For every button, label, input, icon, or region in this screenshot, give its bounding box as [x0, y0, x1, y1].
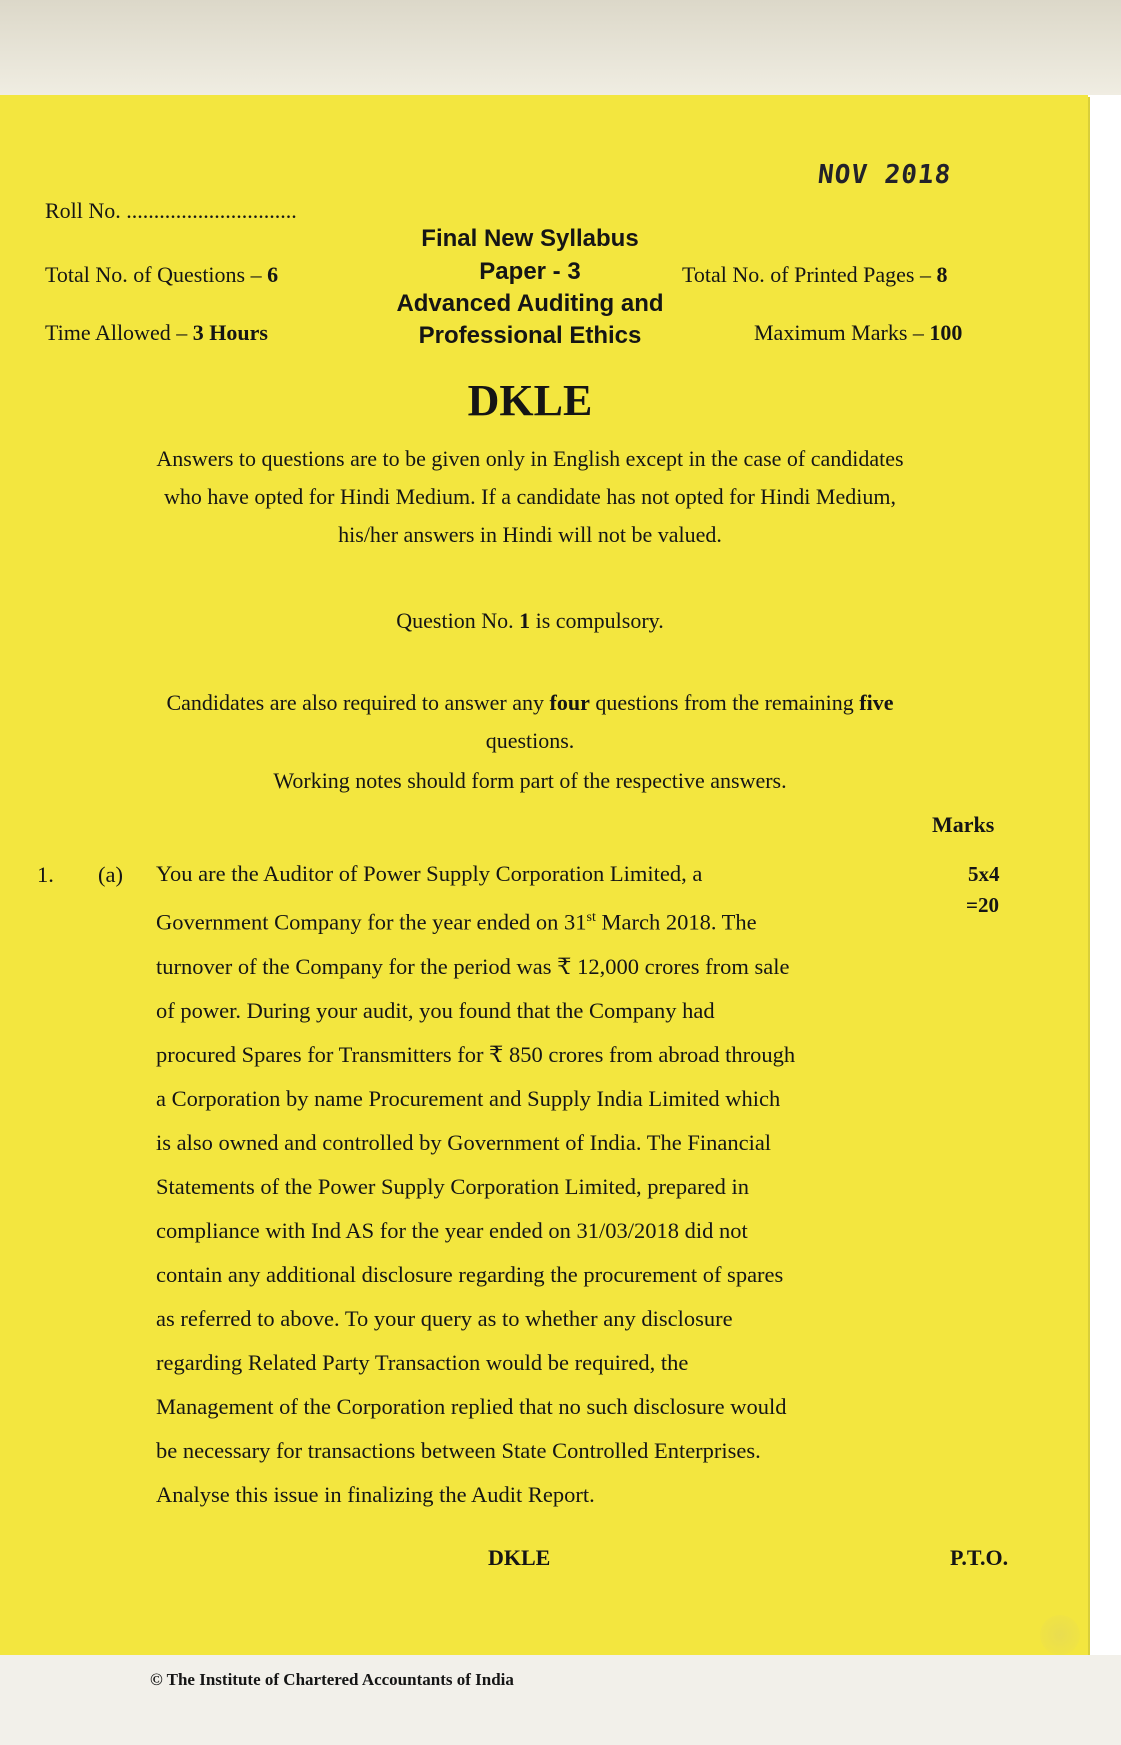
question-line: as referred to above. To your query as to whether any disclosure	[156, 1305, 733, 1331]
compulsory-question-number: 1	[519, 608, 531, 633]
question-line: You are the Auditor of Power Supply Corporation Limited, a	[156, 861, 703, 886]
smudge-mark	[1040, 1615, 1080, 1655]
total-questions-value: 6	[267, 262, 279, 287]
page-turn-note: P.T.O.	[950, 1545, 1009, 1570]
marks-column-heading: Marks	[932, 812, 995, 837]
question-part: (a)	[98, 862, 123, 887]
scan-background-bottom	[0, 1655, 1121, 1745]
language-instructions	[0, 440, 1060, 554]
question-line: be necessary for transactions between State Controlled Enterprises.	[156, 1437, 761, 1463]
question-line: contain any additional disclosure regarding the procurement of spares	[156, 1261, 784, 1287]
paper-number: Paper - 3	[479, 258, 581, 285]
printed-pages-value: 8	[936, 262, 948, 287]
subject-title-line2: Professional Ethics	[418, 322, 642, 349]
subject-title-line1: Advanced Auditing and	[396, 290, 664, 317]
question-line: a Corporation by name Procurement and Supply India Limited which	[156, 1085, 781, 1111]
question-number: 1.	[37, 862, 54, 887]
compulsory-text: Question No.	[396, 608, 520, 633]
question-line: Analyse this issue in finalizing the Audit Report.	[156, 1481, 595, 1507]
paper-code: DKLE	[467, 376, 593, 425]
question-line: turnover of the Company for the period was ₹ 12,000 crores from sale	[156, 953, 790, 979]
maximum-marks-label: Maximum Marks –	[754, 320, 930, 345]
time-allowed-value: 3 Hours	[192, 320, 268, 345]
syllabus-title: Final New Syllabus	[421, 225, 639, 252]
handwritten-session-note: NOV 2018	[816, 160, 953, 190]
language-instruction-line: who have opted for Hindi Medium. If a candidate has not opted for Hindi Medium,	[164, 484, 896, 509]
compulsory-text: is compulsory.	[530, 608, 664, 633]
choice-text: Candidates are also required to answer any	[166, 690, 550, 715]
question-marks-line1: 5x4	[968, 862, 1000, 886]
choice-count: four	[549, 690, 590, 715]
question-line: is also owned and controlled by Government of India. The Financial	[156, 1129, 772, 1155]
question-line: Statements of the Power Supply Corporation Limited, prepared in	[156, 1173, 750, 1199]
printed-pages-label: Total No. of Printed Pages –	[682, 262, 937, 287]
maximum-marks	[754, 320, 962, 346]
time-allowed-label: Time Allowed –	[45, 320, 193, 345]
question-line: regarding Related Party Transaction would be required, the	[156, 1349, 689, 1375]
question-line: Management of the Corporation replied that no such disclosure would	[156, 1393, 787, 1419]
question-line: compliance with Ind AS for the year ended on 31/03/2018 did not	[156, 1217, 748, 1243]
total-questions	[45, 262, 278, 288]
choice-instruction-line: questions.	[485, 728, 575, 753]
choice-remaining-count: five	[859, 690, 894, 715]
footer-paper-code: DKLE	[488, 1545, 551, 1570]
question-line: procured Spares for Transmitters for ₹ 850 crores from abroad through	[156, 1041, 796, 1067]
question-line: Government Company for the year ended on 31st March 2018. The	[156, 909, 757, 935]
choice-instruction	[0, 684, 1060, 760]
total-questions-label: Total No. of Questions –	[45, 262, 268, 287]
language-instruction-line: his/her answers in Hindi will not be valued.	[338, 522, 722, 547]
choice-text: questions from the remaining	[589, 690, 860, 715]
printed-pages	[682, 262, 947, 288]
language-instruction-line: Answers to questions are to be given only in English except in the case of candidates	[156, 446, 904, 471]
choice-instruction-line	[0, 684, 1060, 722]
roll-number-field: Roll No. ...............................	[45, 198, 297, 223]
copyright-notice: © The Institute of Chartered Accountants of India	[150, 1670, 514, 1689]
question-line: of power. During your audit, you found that the Company had	[156, 997, 715, 1023]
question-body	[156, 852, 936, 1517]
compulsory-instruction	[0, 602, 1060, 640]
working-notes-instruction: Working notes should form part of the respective answers.	[273, 768, 787, 793]
scan-background-top	[0, 0, 1121, 95]
question-marks-line2: =20	[966, 893, 999, 917]
time-allowed	[45, 320, 268, 346]
maximum-marks-value: 100	[929, 320, 963, 345]
